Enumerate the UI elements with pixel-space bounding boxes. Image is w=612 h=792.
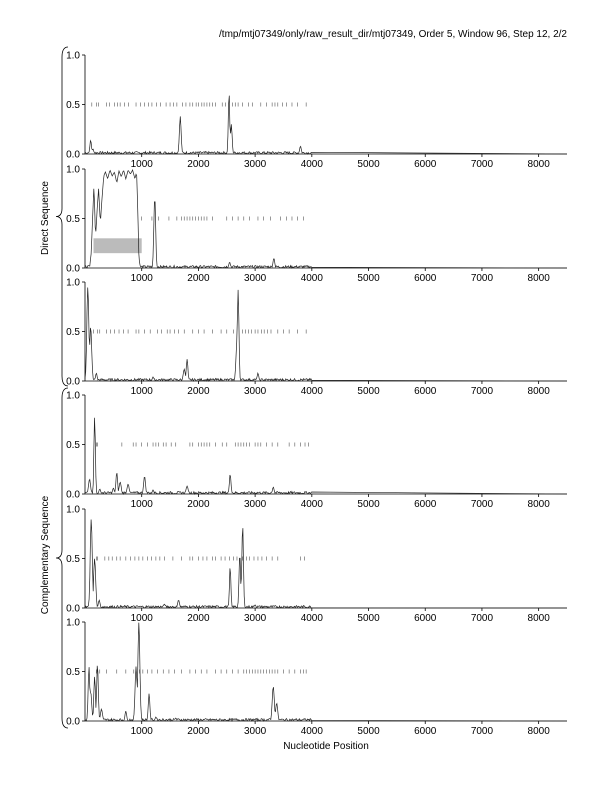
x-tick-label: 2000 (187, 386, 210, 397)
x-tick-label: 8000 (527, 386, 550, 397)
x-tick-label: 8000 (527, 726, 550, 737)
y-tick-label: 0.0 (66, 149, 80, 161)
x-tick-label: 3000 (243, 159, 267, 170)
y-tick-label: 0.5 (66, 554, 80, 565)
x-tick-label: 2000 (187, 499, 210, 510)
x-tick-label: 7000 (470, 613, 494, 624)
signal-line (85, 170, 567, 268)
x-tick-label: 6000 (414, 613, 437, 624)
x-tick-label: 7000 (470, 726, 494, 737)
y-tick-label: 1.0 (66, 50, 80, 62)
x-tick-label: 8000 (527, 499, 550, 510)
x-tick-label: 4000 (300, 273, 323, 284)
x-axis-title: Nucleotide Position (283, 741, 369, 752)
x-tick-label: 5000 (357, 613, 380, 624)
x-tick-label: 5000 (357, 726, 380, 737)
panel-3 (66, 278, 567, 398)
x-tick-label: 4000 (300, 386, 323, 397)
panel-1 (66, 51, 567, 171)
x-tick-label: 7000 (470, 159, 494, 170)
y-tick-label: 0.0 (66, 489, 80, 501)
panel-6 (66, 618, 567, 738)
x-tick-label: 1000 (130, 499, 153, 510)
x-tick-label: 5000 (357, 159, 380, 170)
x-tick-label: 1000 (130, 386, 153, 397)
y-tick-label: 1.0 (66, 504, 80, 516)
y-tick-label: 0.0 (66, 603, 80, 615)
chart-header: /tmp/mtj07349/only/raw_result_dir/mtj07349, Order 5, Window 96, Step 12, 2/2 (219, 29, 567, 40)
panels (66, 51, 567, 738)
signal-line (85, 520, 567, 609)
signal-line (85, 288, 567, 382)
x-tick-label: 5000 (357, 273, 380, 284)
panel-2 (66, 165, 567, 285)
x-tick-label: 7000 (470, 273, 494, 284)
x-tick-label: 1000 (130, 159, 153, 170)
x-tick-label: 8000 (527, 613, 550, 624)
x-tick-label: 8000 (527, 273, 550, 284)
x-tick-label: 7000 (470, 499, 494, 510)
x-tick-label: 6000 (414, 726, 437, 737)
x-tick-label: 1000 (130, 613, 153, 624)
x-tick-label: 5000 (357, 499, 380, 510)
y-tick-label: 0.0 (66, 263, 80, 275)
x-tick-label: 2000 (187, 726, 210, 737)
group-label-complementary: Complementary Sequence (40, 495, 51, 615)
highlight-band (94, 238, 142, 253)
x-tick-label: 4000 (300, 613, 323, 624)
signal-line (85, 418, 567, 494)
y-tick-label: 1.0 (66, 617, 80, 629)
y-tick-label: 0.5 (66, 440, 80, 451)
x-tick-label: 7000 (470, 386, 494, 397)
y-tick-label: 0.5 (66, 667, 80, 678)
x-tick-label: 1000 (130, 273, 153, 284)
x-tick-label: 4000 (300, 159, 323, 170)
x-tick-label: 3000 (243, 386, 267, 397)
y-tick-label: 0.5 (66, 327, 80, 338)
x-tick-label: 3000 (243, 726, 267, 737)
x-tick-label: 1000 (130, 726, 153, 737)
panel-4 (66, 391, 567, 511)
x-tick-label: 3000 (243, 613, 267, 624)
x-tick-label: 6000 (414, 273, 437, 284)
x-tick-label: 6000 (414, 499, 437, 510)
x-tick-label: 2000 (187, 273, 210, 284)
x-tick-label: 2000 (187, 159, 210, 170)
y-tick-label: 0.0 (66, 376, 80, 388)
x-tick-label: 3000 (243, 273, 267, 284)
panel-5 (66, 505, 567, 625)
x-tick-label: 3000 (243, 499, 267, 510)
group-label-direct: Direct Sequence (40, 181, 51, 255)
x-tick-label: 6000 (414, 159, 437, 170)
signal-line (85, 96, 567, 154)
y-tick-label: 0.0 (66, 716, 80, 728)
x-tick-label: 4000 (300, 499, 323, 510)
y-tick-label: 0.5 (66, 214, 80, 225)
x-tick-label: 6000 (414, 386, 437, 397)
x-tick-label: 2000 (187, 613, 210, 624)
y-tick-label: 1.0 (66, 390, 80, 402)
y-tick-label: 1.0 (66, 164, 80, 176)
x-tick-label: 8000 (527, 159, 550, 170)
y-tick-label: 0.5 (66, 100, 80, 111)
x-tick-label: 4000 (300, 726, 323, 737)
x-tick-label: 5000 (357, 386, 380, 397)
y-tick-label: 1.0 (66, 277, 80, 289)
